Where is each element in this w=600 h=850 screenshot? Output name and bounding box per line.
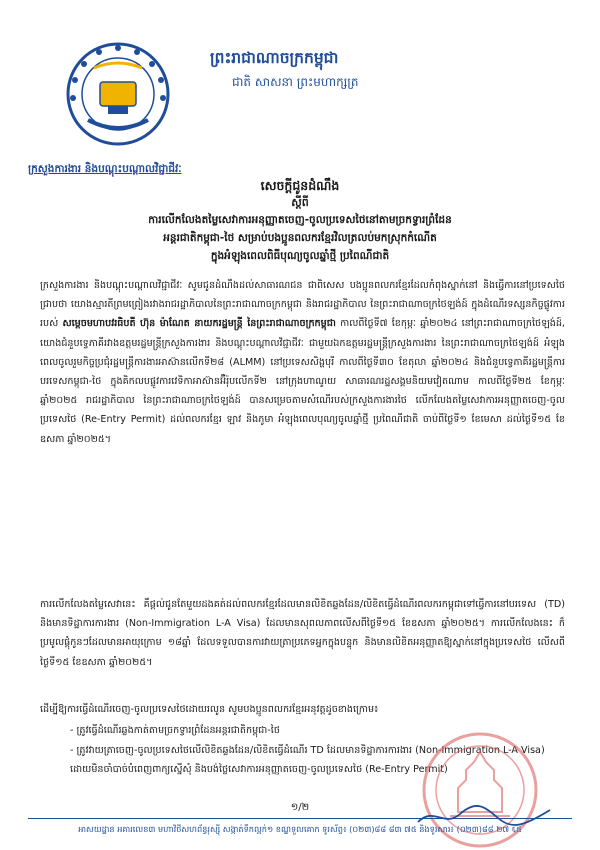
body-paragraph-3: ដើម្បីឱ្យការធ្វើដំណើរចេញ-ចូលប្រទេសថៃដោយរលូន សូមបងប្អូនពលករខ្មែរអនុវត្តដូចខាងក្រោម៖ — [40, 704, 379, 715]
ministry-logo — [64, 40, 172, 148]
announcement-subject-line-2: អន្តរជាតិកម្ពុជា-ថៃ សម្រាប់បងប្អូនពលករខ្មែរវិលត្រលប់មកស្រុកកំណើត — [163, 232, 437, 244]
paragraph-1-end: កាលពីថ្ងៃទី៧ ខែកុម្ភៈ ឆ្នាំ២០២៤ នៅព្រះរាជាណាចក្រថៃឡង់ដ៍, យោងជំនួបទ្វេភាគីរវាងឧត្តមរដ្ឋមន្ត្រីក្រសួងការងារ និងបណ្តុះបណ្តាលវិជ្ជាជីវៈ ជាមួយឯកឧត្តមរដ្ឋមន្ត្រីក្រសួងការងារ នៃព្រះរាជាណាចក្រថៃឡង់ដ៍ អំឡុងពេលចូលរួមកិច្ចប្រជុំរដ្ឋមន្ត្រីការងារអាស៊ានលើកទី២៨ (ALMM) នៅប្រទេសសិង្ហបុរី កាលពីថ្ងៃទី៣០ ខែតុលា ឆ្នាំ២០២៤ និងជំនួបទ្វេភាគីរដ្ឋមន្ត្រីការបរទេសកម្ពុជា-ថៃ ក្នុងគិកលបផ្លូវការវេទិកាអាស៊ានអ៊ឺរ៉ុបលើកទី២ នៅក្រុងហាណូយ សាធារណរដ្ឋសង្គមនិយមវៀតណាម កាលពីថ្ងៃទី២៥ ខែកុម្ភៈ ឆ្នាំ២០២៥ រាជរដ្ឋាភិបាល នៃព្រះរាជាណាចក្រថៃឡង់ដ៍ បានសម្រេចតាមសំណើរបស់ក្រសួងការងារថៃ លើកលែងតម្លៃសេវាការអនុញ្ញាតចេញ-ចូលប្រទេសថៃ (Re-Entry Permit) ដល់ពលករខ្មែរ ឡាវ និងភូមា អំឡុងពេលបុណ្យចូលឆ្នាំថ្មី ប្រពៃណីជាតិ ចាប់ពីថ្ងៃទី១ ខែមេសា ដល់ថ្ងៃទី១៥ ខែឧសភា ឆ្នាំ២០២៥។ — [40, 318, 565, 445]
kingdom-title: ព្រះរាជាណាចក្រកម្ពុជា — [210, 48, 339, 67]
body-paragraph-1 — [40, 276, 565, 581]
announcement-subject-label: ស្តីពី — [291, 196, 309, 209]
instruction-item: - ត្រូវធ្វើដំណើរឆ្លងកាត់តាមច្រកទ្វារព្រំដែនអន្តរជាតិកម្ពុជា-ថៃ — [70, 725, 280, 736]
announcement-title: សេចក្តីជូនដំណឹង — [260, 178, 340, 193]
paragraph-1-start: ក្រសួងការងារ និងបណ្តុះបណ្តាលវិជ្ជាជីវៈ សូមជូនដំណឹងដល់សាធារណជន ជាពិសេស បងប្អូនពលករខ្មែរដែលកំពុងស្នាក់នៅ និងធ្វើការនៅប្រទេសថៃ ជ្រាបថា យោងស្មារតីព្រមព្រៀងរវាងរាជរដ្ឋាភិបាលនៃព្រះរាជាណាចក្រកម្ពុជា និងរាជរដ្ឋាភិបាល នៃព្រះរាជាណាចក្រថៃឡង់ដ៍ ក្នុងដំណើរទស្សនកិច្ចផ្លូវការ របស់ — [40, 280, 565, 330]
ministry-name: ក្រសួងការងារ និងបណ្តុះបណ្តាលវិជ្ជាជីវៈ — [28, 163, 182, 175]
announcement-subject-line-3: ក្នុងអំឡុងពេលពិធីបុណ្យចូលឆ្នាំថ្មី ប្រពៃណីជាតិ — [210, 250, 390, 262]
instruction-item: - ត្រូវវាយត្រាចេញ-ចូលប្រទេសថៃលើលិខិតឆ្លងដែន/លិខិតធ្វើដំណើរ TD ដែលមានទិដ្ឋាការការងារ (Non-Immigration L-A Visa) ដោយមិនចាំបាច់បំពេញពាក្យស្នើសុំ និងបង់ថ្លៃសេវាការអនុញ្ញាតចេញ-ចូលប្រទេសថៃ (Re-Entry Permit) — [70, 745, 545, 776]
page-number: ១/២ — [290, 802, 310, 813]
body-paragraph-2: ការលើកលែងតម្លៃសេវានេះ គឺផ្តល់ជូនតែមួយដងគត់ដល់ពលករខ្មែរដែលមានលិខិតឆ្លងដែន/លិខិតធ្វើដំណើរពលករកម្ពុជាទៅធ្វើការនៅបរទេស (TD) និងមានទិដ្ឋាការការងារ (Non-Immigration L-A Visa) ដែលមានសុពលភាពលើសពីថ្ងៃទី១៥ ខែឧសភា ឆ្នាំ២០២៥។ ការលើកលែងនេះ ក៏ប្រមូលផ្តុំកូនៗដែលមានអាយុក្រោម ១៨ឆ្នាំ ដែលទទួលបានការវាយត្រាប្រភេទអ្នកក្នុងបន្ទុក និងមានលិខិតអនុញ្ញាតឱ្យស្នាក់នៅក្នុងប្រទេសថៃ លើសពីថ្ងៃទី១៥ ខែឧសភា ឆ្នាំ២០២៥។ — [40, 599, 565, 668]
prime-minister-name: សម្តេចមហាបវរធិបតី ហ៊ុន ម៉ាណែត នាយករដ្ឋមន្ត្រី នៃព្រះរាជាណាចក្រកម្ពុជា — [62, 318, 336, 330]
national-motto: ជាតិ សាសនា ព្រះមហាក្សត្រ — [232, 75, 359, 89]
footer-divider — [28, 818, 572, 819]
footer-address: អាសយដ្ឋាន អគារលេខ៣ មហាវិថីសហព័ន្ធរុស្ស៊ី សង្កាត់ទឹកល្អក់១ ខណ្ឌទួលគោក ទូរស័ព្ទ៖ (០២៣)៨៨ ៨៣ ៧៥ និងទូរសារ៖ (០២៣)៨៨ ២៧ ६៥ — [78, 824, 522, 834]
announcement-subject-line-1: ការលើកលែងតម្លៃសេវាការអនុញ្ញាតចេញ-ចូលប្រទេសថៃនៅតាមច្រកទ្វារព្រំដែន — [148, 214, 452, 226]
